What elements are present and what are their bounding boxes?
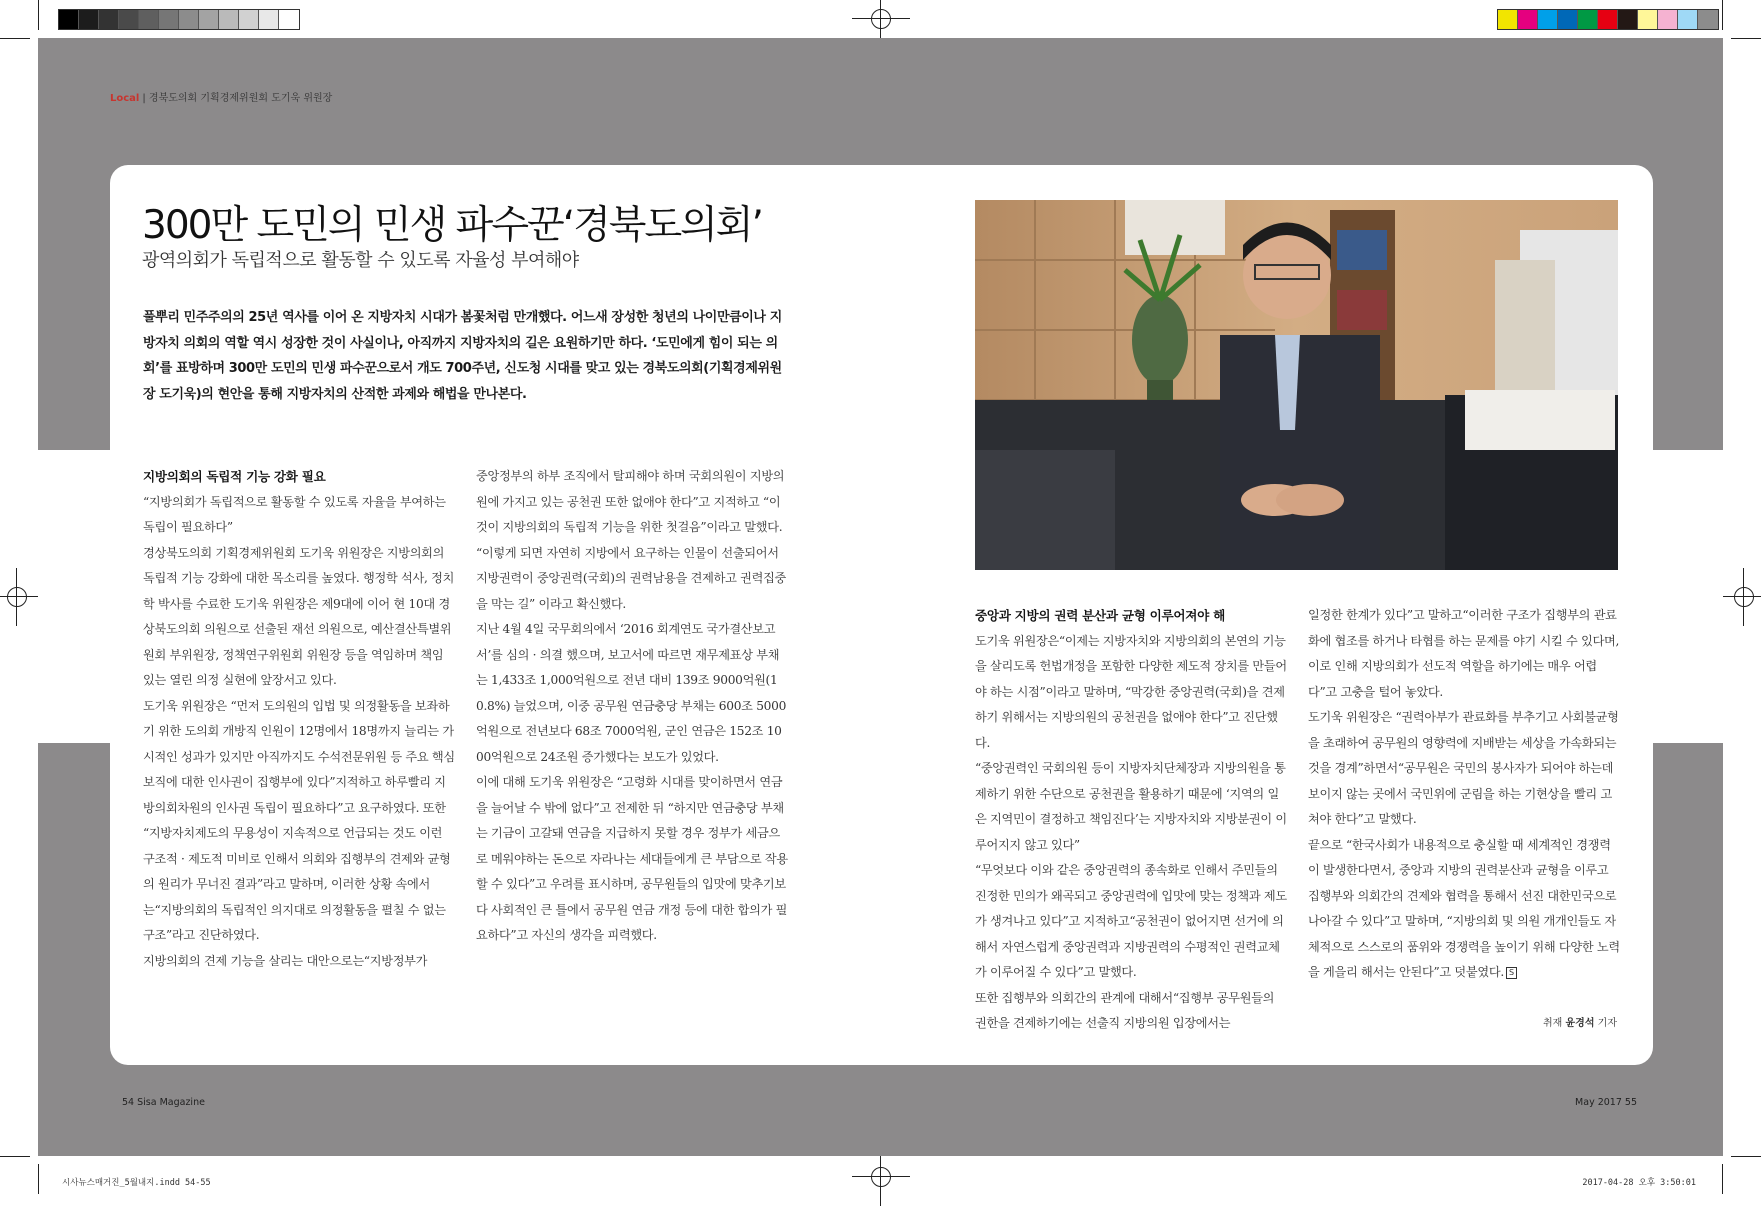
- crop-mark: [38, 1164, 39, 1194]
- body-paragraph: 또한 집행부와 의회간의 관계에 대해서“집행부 공무원들의 권한을 견제하기에는 선출직 지방의원 입장에서는: [975, 990, 1275, 1030]
- registration-mark-bottom: [864, 1160, 898, 1194]
- office-portrait-illustration: [975, 200, 1618, 570]
- color-swatch: [1518, 10, 1538, 29]
- color-swatch: [219, 10, 239, 29]
- color-swatch: [1498, 10, 1518, 29]
- body-paragraph: “지방의회가 독립적으로 활동할 수 있도록 자율을 부여하는 독립이 필요하다”: [143, 494, 446, 534]
- body-column-4: [1308, 603, 1620, 986]
- color-swatch: [1658, 10, 1678, 29]
- registration-mark-top: [864, 2, 898, 36]
- body-paragraph: 도기욱 위원장은 “먼저 도의원의 입법 및 의정활동을 보좌하기 위한 도의회 개방직 인원이 12명에서 18명까지 늘리는 가시적인 성과가 있지만 아직까지도 수석전문위원 등 주요 핵심 보직에 대한 인사권이 집행부에 있다”지적하고 하루빨리 지방의회차원의 인사권 독립이 필요하다”고 요구하였다. 또한 “지방자치제도의 무용성이 지속적으로 언급되는 것도 이런 구조적 · 제도적 미비로 인해서 의회와 집행부의 견제와 균형의 원리가 무너진 결과”라고 말하며, 이러한 상황 속에서는“지방의회의 독립적인 의지대로 의정활동을 펼칠 수 없는 구조”라고 진단하였다.: [143, 698, 455, 942]
- crop-mark: [1731, 1156, 1761, 1157]
- color-swatch: [99, 10, 119, 29]
- crop-mark: [0, 1156, 30, 1157]
- bleed-gap-right: [1653, 450, 1723, 743]
- byline-reporter-name: 윤경석: [1565, 1018, 1595, 1029]
- color-swatch: [1678, 10, 1698, 29]
- color-swatch: [279, 10, 299, 29]
- color-swatch: [139, 10, 159, 29]
- crop-mark: [1731, 38, 1761, 39]
- section-tag: [110, 89, 332, 104]
- body-paragraph: 도기욱 위원장은 “권력아부가 관료화를 부추기고 사회불균형을 초래하여 공무원의 영향력에 지배받는 세상을 가속화되는 것을 경계”하면서“공무원은 국민의 봉사자가 되어야 하는데 보이지 않는 곳에서 국민위에 군림을 하는 기현상을 빨리 고쳐야 한다”고 말했다.: [1308, 710, 1619, 826]
- folio-left: 54 Sisa Magazine: [122, 1097, 205, 1108]
- slug-line-right: 2017-04-28 오후 3:50:01: [1582, 1178, 1696, 1188]
- end-of-article-icon: S: [1506, 967, 1517, 979]
- color-swatch: [59, 10, 79, 29]
- registration-mark-left: [0, 580, 34, 614]
- color-swatch: [179, 10, 199, 29]
- color-swatch: [199, 10, 219, 29]
- body-paragraph: 지난 4월 4일 국무회의에서 ‘2016 회계연도 국가결산보고서’를 심의 · 의결 했으며, 보고서에 따르면 재무제표상 부채는 1,433조 1,000억원으로 전년 대비 139조 9000억원(10.8%) 늘었으며, 이중 공무원 연금충당 부채는 600조 5000억원으로 전년보다 68조 7000억원, 군인 연금은 152조 1000억원으로 24조원 증가했다는 보도가 있었다.: [476, 622, 787, 764]
- color-swatch: [1618, 10, 1638, 29]
- section-title: 경북도의회 기획경제위원회 도기욱 위원장: [148, 93, 333, 104]
- color-swatch: [1598, 10, 1618, 29]
- body-paragraph: 지방의회의 견제 기능을 살리는 대안으로는“지방정부가: [143, 953, 428, 968]
- crop-mark: [0, 38, 30, 39]
- body-paragraph: “이렇게 되면 자연히 지방에서 요구하는 인물이 선출되어서 지방권력이 중앙권력(국회)의 권력남용을 견제하고 권력집중을 막는 길” 이라고 확신했다.: [476, 545, 787, 611]
- color-swatch: [159, 10, 179, 29]
- crop-mark: [1722, 1164, 1723, 1194]
- body-paragraph: “무엇보다 이와 같은 중앙권력의 종속화로 인해서 주민들의 진정한 민의가 왜곡되고 중앙권력에 입맛에 맞는 정책과 제도가 생겨나고 있다”고 지적하고“공천권이 없어지면 선거에 의해서 자연스럽게 중앙권력과 지방권력의 수평적인 권력교체가 이루어질 수 있다”고 말했다.: [975, 863, 1287, 979]
- color-swatch: [1638, 10, 1658, 29]
- folio-right: May 2017 55: [1575, 1097, 1637, 1108]
- gray-color-bar: [58, 9, 300, 30]
- crop-mark: [1722, 0, 1723, 30]
- lead-paragraph: 풀뿌리 민주주의의 25년 역사를 이어 온 지방자치 시대가 봄꽃처럼 만개했다. 어느새 장성한 청년의 나이만큼이나 지방자치 의회의 역할 역시 성장한 것이 사실이나, 아직까지 지방자치의 길은 요원하기만 하다. ‘도민에게 힘이 되는 의회’를 표방하며 300만 도민의 민생 파수꾼으로서 개도 700주년, 신도청 시대를 맞고 있는 경북도의회(기획경제위원장 도기욱)의 현안을 통해 지방자치의 산적한 과제와 해법을 만나본다.: [143, 310, 782, 402]
- color-swatch: [1698, 10, 1718, 29]
- body-paragraph: 도기욱 위원장은“이제는 지방자치와 지방의회의 본연의 기능을 살리도록 헌법개정을 포함한 다양한 제도적 장치를 만들어야 하는 시점”이라고 말하며, “막강한 중앙권력(국회)을 견제하기 위해서는 지방의원의 공천권을 없애야 한다”고 진단했다.: [975, 633, 1287, 750]
- subheadline: 광역의회가 독립적으로 활동할 수 있도록 자율성 부여해야: [142, 250, 579, 271]
- body-paragraph: 이에 대해 도기욱 위원장은 “고령화 시대를 맞이하면서 연금을 늘어날 수 밖에 없다”고 전제한 뒤 “하지만 연금충당 부채는 기금이 고갈돼 연금을 지급하지 못할 경우 정부가 세금으로 메워야하는 돈으로 자라나는 세대들에게 큰 부담으로 작용할 수 있다”고 우려를 표시하며, 공무원들의 입맛에 맞추기보다 사회적인 큰 틀에서 공무원 연금 개정 등에 대한 합의가 필요하다”고 자신의 생각을 피력했다.: [476, 775, 788, 942]
- section-divider: |: [142, 93, 149, 104]
- closing-paragraph-text: 끝으로 “한국사회가 내용적으로 충실할 때 세계적인 경쟁력이 발생한다면서, 중앙과 지방의 권력분산과 균형을 이루고 집행부와 의회간의 견제와 협력을 통해서 선진 대한민국으로 나아갈 수 있다”고 말하며, “지방의회 및 의원 개개인들도 자체적으로 스스로의 품위와 경쟁력을 높이기 위해 다양한 노력을 게을리 해서는 안된다”고 덧붙였다.: [1308, 837, 1620, 979]
- registration-mark-right: [1727, 580, 1761, 614]
- bleed-gap-left: [38, 450, 110, 743]
- slug-line-left: 시사뉴스매거진_5월내지.indd 54-55: [62, 1178, 211, 1188]
- body-column-3: [975, 603, 1287, 1037]
- byline-suffix: 기자: [1597, 1018, 1617, 1029]
- crop-mark: [38, 0, 39, 30]
- cmyk-color-bar: [1497, 9, 1719, 30]
- column-heading: 중앙과 지방의 권력 분산과 균형 이루어져야 해: [975, 608, 1225, 623]
- color-swatch: [1558, 10, 1578, 29]
- body-column-2: [476, 464, 788, 949]
- color-swatch: [239, 10, 259, 29]
- color-swatch: [1538, 10, 1558, 29]
- column-heading: 지방의회의 독립적 기능 강화 필요: [143, 469, 326, 484]
- body-paragraph: “중앙권력인 국회의원 등이 지방자치단체장과 지방의원을 통제하기 위한 수단으로 공천권을 활용하기 때문에 ‘지역의 일은 지역민이 결정하고 책임진다’는 지방자치와 지방분권이 이루어지지 않고 있다”: [975, 761, 1287, 852]
- section-local-label: Local: [110, 93, 140, 104]
- color-swatch: [1578, 10, 1598, 29]
- byline-prefix: 취재: [1542, 1018, 1563, 1029]
- body-paragraph: 중앙정부의 하부 조직에서 탈피해야 하며 국회의원이 지방의원에 가지고 있는 공천권 또한 없애야 한다”고 지적하고 “이것이 지방의회의 독립적 기능을 위한 첫걸음”이라고 말했다.: [476, 469, 785, 534]
- color-swatch: [259, 10, 279, 29]
- body-paragraph: 일정한 한계가 있다”고 말하고“이러한 구조가 집행부의 관료화에 협조를 하거나 타협를 하는 문제를 야기 시킬 수 있다며, 이로 인해 지방의회가 선도적 역할을 하기에는 매우 어렵다”고 고충을 털어 놓았다.: [1308, 608, 1620, 699]
- color-swatch: [119, 10, 139, 29]
- byline: [1543, 1014, 1617, 1029]
- body-paragraph: 경상북도의회 기획경제위원회 도기욱 위원장은 지방의회의 독립적 기능 강화에 대한 목소리를 높였다. 행정학 석사, 정치학 박사를 수료한 도기욱 위원장은 제9대에 이어 현 10대 경상북도의회 의원으로 선출된 재선 의원으로, 예산결산특별위원회 부위원장, 정책연구위원회 위원장 등을 역임하며 책임 있는 열린 의정 실현에 앞장서고 있다.: [143, 545, 455, 687]
- headline: 300만 도민의 민생 파수꾼‘경북도의회’: [142, 203, 762, 248]
- body-paragraph: [1308, 833, 1620, 986]
- body-column-1: [143, 464, 455, 974]
- color-swatch: [79, 10, 99, 29]
- interview-photo: [975, 200, 1618, 570]
